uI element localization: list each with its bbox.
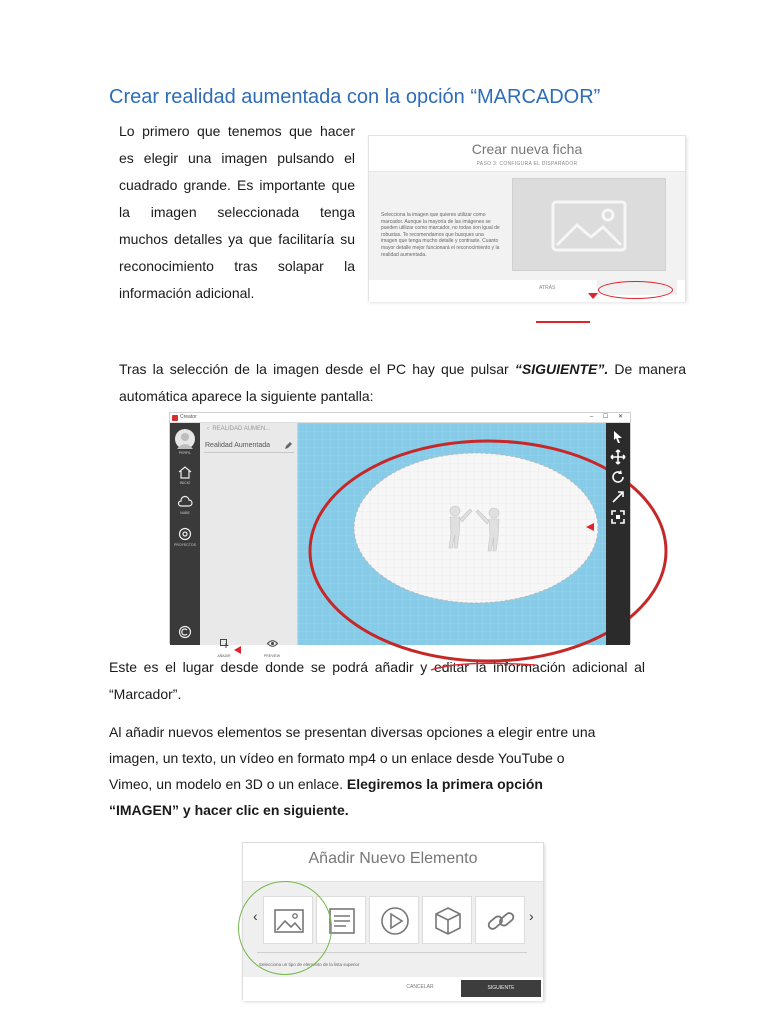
breadcrumb[interactable]: ‹ REALIDAD AUMEN...	[207, 426, 271, 432]
home-icon[interactable]	[177, 465, 193, 479]
text-run: Al añadir nuevos elementos se presentan diversas opciones a elegir entre una imagen, un texto, un vídeo en formato mp4 o un enlace desde YouTube o Vimeo, un modelo en 3D o un enlace.	[109, 724, 596, 792]
breadcrumb-label: REALIDAD AUMEN...	[212, 426, 271, 432]
projects-icon[interactable]	[177, 527, 193, 541]
option-link[interactable]	[475, 896, 525, 944]
next-button[interactable]: SIGUIENTE	[461, 980, 541, 997]
crear-ficha-description: Selecciona la imagen que quieres utilizar como marcador. Aunque la mayoría de las imágenes se pueden utilizar como marcador, no todas son igual de robustas. Te recomendamos que busques una imagen que tenga mucho detalle y contraste. Cuanto mayor detalle mejor funcionará el reconocimiento y la realidad aumentada.	[381, 212, 500, 258]
cancel-button[interactable]: CANCELAR	[406, 984, 434, 990]
nav-label-inicio: INICIO	[179, 481, 191, 485]
marker-paragraph: Este es el lugar desde donde se podrá añadir y editar la información adicional al “Marcador”.	[109, 659, 645, 702]
select-arrow-icon[interactable]	[610, 429, 626, 445]
highlight-circle	[598, 281, 673, 299]
chevron-left-icon[interactable]: ‹	[253, 908, 258, 924]
window-controls[interactable]: – ☐ ✕	[589, 414, 627, 420]
app-sidebar	[170, 423, 200, 645]
add-element-icon	[220, 639, 229, 648]
text-run: Tras la selección de la imagen desde el PC hay que pulsar	[119, 361, 515, 377]
cloud-icon[interactable]	[177, 495, 193, 509]
link-icon	[485, 905, 517, 937]
option-video[interactable]	[369, 896, 419, 944]
3d-viewport[interactable]	[298, 423, 608, 645]
image-picker-square[interactable]	[512, 178, 666, 271]
intro-paragraph: Lo primero que tenemos que hacer es elegir una imagen pulsando el cuadrado grande. Es importante que la imagen seleccionada tenga muchos detalles ya que facilitaría su reconocimiento tras solapar la información adicional.	[119, 123, 355, 301]
tool-label-add: AÑADIR	[217, 654, 231, 658]
options-paragraph	[109, 719, 601, 823]
nav-label-proyectos: PROYECTOS	[174, 543, 196, 547]
move-icon[interactable]	[610, 449, 626, 465]
dialog-title: Añadir Nuevo Elemento	[308, 850, 478, 867]
tool-label-preview: PREVIEW	[263, 654, 281, 658]
highlight-circle	[238, 881, 332, 975]
video-play-icon	[379, 905, 411, 937]
rotate-icon[interactable]	[610, 469, 626, 485]
user-icon	[175, 429, 195, 449]
chevron-right-icon[interactable]: ›	[529, 908, 534, 924]
back-button[interactable]: ATRÁS	[539, 285, 556, 291]
crear-ficha-title: Crear nueva ficha	[471, 141, 583, 157]
window-titlebar	[170, 413, 630, 423]
eye-icon	[267, 639, 278, 648]
siguiente-emphasis: “SIGUIENTE”.	[514, 361, 609, 377]
nav-label-perfil: PERFIL	[178, 451, 192, 455]
pencil-icon[interactable]	[284, 441, 293, 450]
item-label: Realidad Aumentada	[205, 442, 270, 449]
list-item[interactable]	[204, 440, 294, 453]
option-3d-model[interactable]	[422, 896, 472, 944]
element-panel	[200, 423, 298, 658]
pointer-arrow-icon	[588, 293, 598, 299]
scale-icon[interactable]	[610, 489, 626, 505]
text-run: De manera automática aparece la siguiente pantalla:	[119, 361, 686, 404]
dialog-hint: Selecciona un tipo de elemento de la lista superior	[259, 962, 360, 967]
crear-ficha-screenshot	[368, 135, 686, 301]
image-placeholder-icon	[513, 179, 667, 272]
transform-toolbar	[606, 423, 630, 645]
page-heading: Crear realidad aumentada con la opción “MARCADOR”	[109, 86, 601, 108]
app-logo-icon	[172, 415, 178, 421]
viewport-scene	[298, 423, 608, 645]
red-strike-mark	[430, 660, 538, 672]
app-editor-screenshot	[169, 412, 631, 658]
crear-ficha-body	[369, 172, 685, 280]
app-name: Creator	[180, 414, 197, 420]
nav-label-nube: NUBE	[180, 511, 190, 515]
next-step-paragraph	[119, 356, 686, 410]
3d-cube-icon	[432, 905, 464, 937]
avatar[interactable]	[175, 429, 195, 449]
crear-ficha-step: PASO 3: CONFIGURA EL DISPARADOR	[476, 161, 578, 167]
fit-icon[interactable]	[610, 509, 626, 525]
pointer-arrow-icon	[234, 646, 241, 654]
brand-logo-icon	[177, 625, 193, 639]
red-underline-mark	[536, 321, 590, 323]
bold-instruction: Elegiremos la primera opción “IMAGEN” y hacer clic en siguiente.	[109, 776, 543, 818]
